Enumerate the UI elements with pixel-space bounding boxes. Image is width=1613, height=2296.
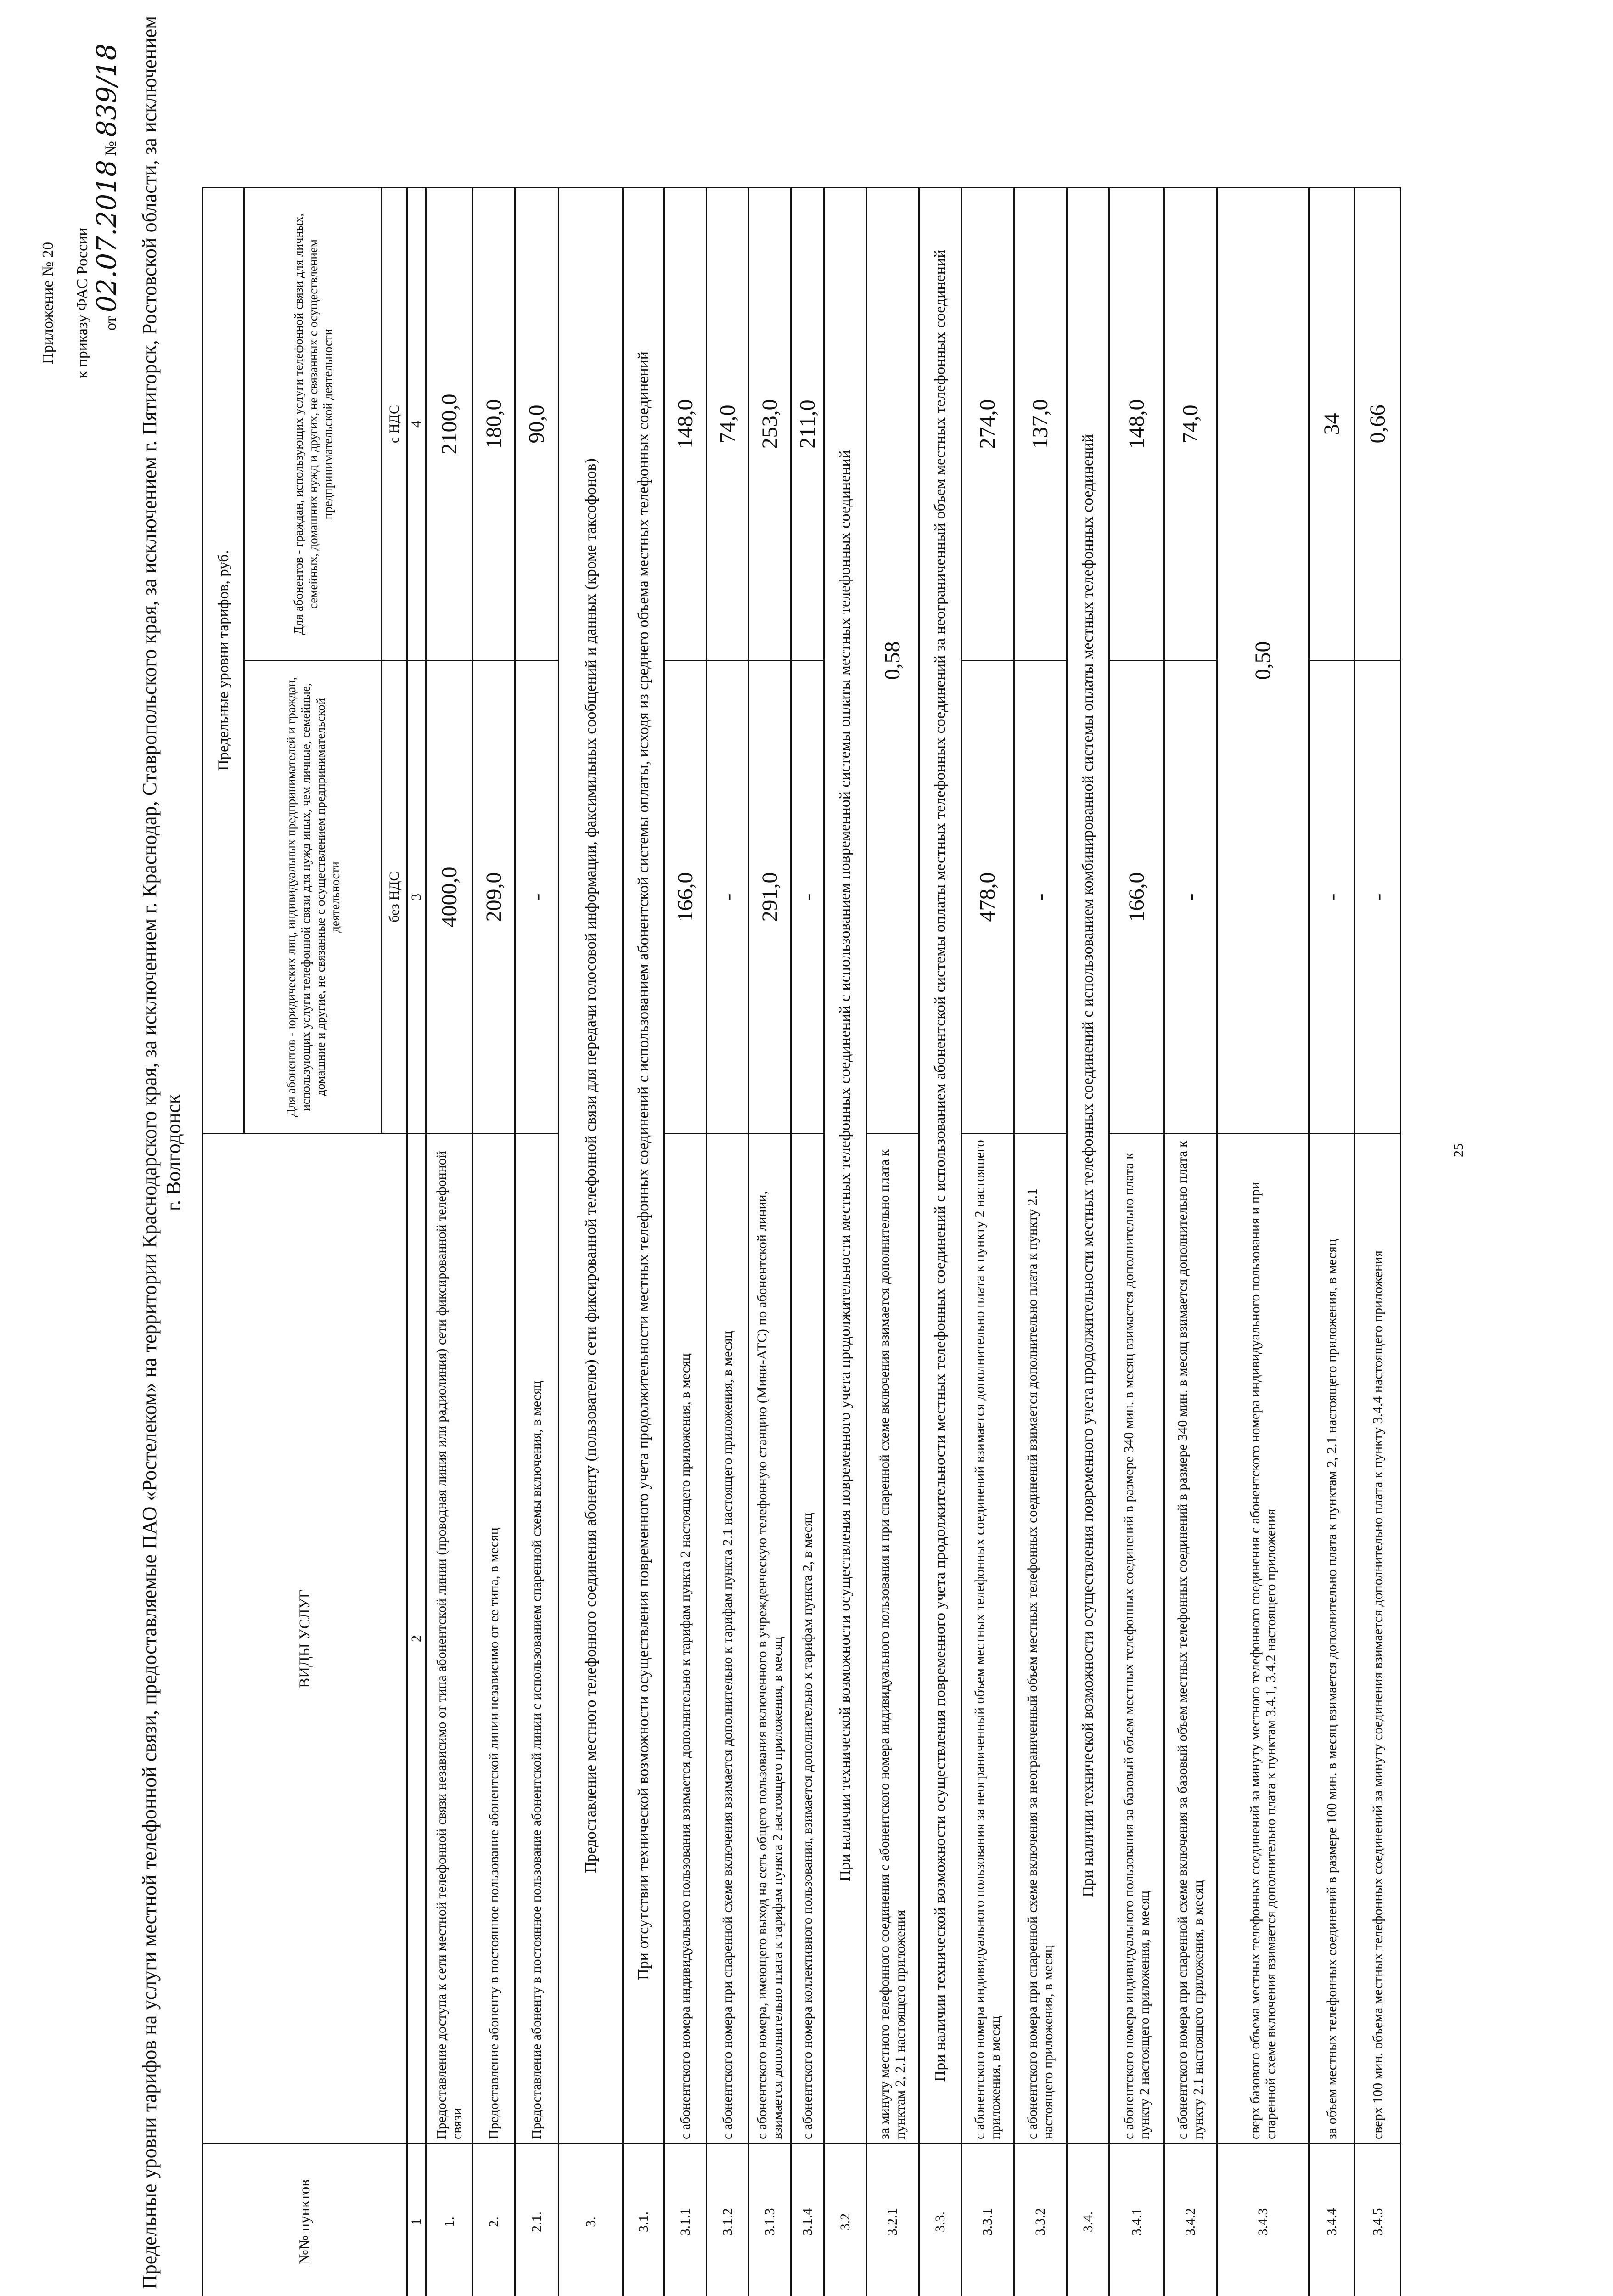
sub-b-header: с НДС — [382, 188, 407, 661]
value-with-vat: 148,0 — [664, 188, 707, 661]
row-number: 3.1.4 — [791, 2144, 824, 2296]
value-with-vat: 0,66 — [1355, 188, 1401, 661]
group-b-header: Для абонентов - граждан, использующих услуги телефонной связи для личных, семейных, домашних нужд и других, не связанных с осуществлением предпринимательской деятельности — [244, 188, 382, 661]
section-title: При отсутствии технической возможности осуществления повременного учета продолжительности местных телефонных соединений с использованием абонентской системы оплаты, исходя из среднего объема местных телефонных соединений — [623, 188, 664, 2144]
section-row — [559, 188, 623, 2296]
value-with-vat: 211,0 — [791, 188, 824, 661]
row-number: 1. — [426, 2144, 473, 2296]
handwritten-date: 02.07.2018 — [91, 159, 122, 313]
row-service: с абонентского номера индивидуального пользования за базовый объем местных телефонных соединений в размере 340 мин. в месяц взимается дополнительно плата к пункту 2 настоящего приложения, в месяц — [1109, 1134, 1164, 2144]
section-row — [623, 188, 664, 2296]
row-number: 3.4.1 — [1109, 2144, 1164, 2296]
section-title: При наличии технической возможности осуществления повременного учета продолжительности местных телефонных соединений с использованием повременной системы оплаты местных телефонных соединений — [824, 188, 866, 2144]
group-a-header: Для абонентов - юридических лиц, индивидуальных предпринимателей и граждан, использующих услуги телефонной связи для нужд иных, чем личные, семейные, домашние и другие, не связанные с осуществлением предпринимательской деятельности — [244, 661, 382, 1134]
row-number: 3. — [559, 2144, 623, 2296]
row-number: 3.3.1 — [961, 2144, 1014, 2296]
col-num-header: №№ пунктов — [203, 2144, 407, 2296]
value-no-vat: 4000,0 — [426, 661, 473, 1134]
row-number: 3.1.1 — [664, 2144, 707, 2296]
row-number: 3.1.2 — [707, 2144, 749, 2296]
value-no-vat: - — [1355, 661, 1401, 1134]
row-service: с абонентского номера при спаренной схеме включения за неограниченный объем местных телефонных соединений взимается дополнительно плата к пункту 2.1 настоящего приложения, в месяц — [1014, 1134, 1067, 2144]
row-number: 3.2.1 — [866, 2144, 919, 2296]
value-with-vat: 2100,0 — [426, 188, 473, 661]
tariff-table — [202, 187, 1401, 2296]
row-number: 3.4.5 — [1355, 2144, 1401, 2296]
value-no-vat: - — [791, 661, 824, 1134]
value-no-vat: 291,0 — [749, 661, 791, 1134]
row-number: 3.2 — [824, 2144, 866, 2296]
value-no-vat: - — [1014, 661, 1067, 1134]
value-merged: 0,58 — [866, 188, 919, 1134]
row-number: 3.1. — [623, 2144, 664, 2296]
row-service: с абонентского номера коллективного пользования, взимается дополнительно к тарифам пункта 2, в месяц — [791, 1134, 824, 2144]
value-merged: 0,50 — [1217, 188, 1309, 1134]
handwritten-order-number: 839/18 — [91, 43, 122, 137]
value-no-vat: 166,0 — [1109, 661, 1164, 1134]
section-row — [1067, 188, 1109, 2296]
row-service: с абонентского номера, имеющего выход на сеть общего пользования включенного в учрежденческую телефонную станцию (Мини-АТС) по абонентской линии, взимается дополнительно плата к тарифам пункта 2 настоящего приложения, в месяц — [749, 1134, 791, 2144]
table-row — [1109, 188, 1164, 2296]
value-no-vat: 478,0 — [961, 661, 1014, 1134]
section-title: При наличии технической возможности осуществления повременного учета продолжительности местных телефонных соединений с использованием комбинированной системы оплаты местных телефонных соединений — [1067, 188, 1109, 2144]
row-number: 3.1.3 — [749, 2144, 791, 2296]
value-no-vat: 166,0 — [664, 661, 707, 1134]
table-row — [1355, 188, 1401, 2296]
value-no-vat: - — [1164, 661, 1217, 1134]
page-number: 25 — [1451, 1143, 1466, 1157]
col-service-header: ВИДЫ УСЛУГ — [203, 1134, 407, 2144]
table-row — [664, 188, 707, 2296]
row-service: за минуту местного телефонного соединения с абонентского номера индивидуального пользования и при спаренной схеме включения взимается дополнительно плата к пунктам 2, 2.1 настоящего приложения — [866, 1134, 919, 2144]
table-row — [1309, 188, 1355, 2296]
row-service: за объем местных телефонных соединений в размере 100 мин. в месяц взимается дополнительно плата к пунктам 2, 2.1 настоящего приложения, в месяц — [1309, 1134, 1355, 2144]
row-service: с абонентского номера индивидуального пользования взимается дополнительно к тарифам пункта 2 настоящего приложения, в месяц — [664, 1134, 707, 2144]
col-limits-header: Предельные уровни тарифов, руб. — [203, 188, 244, 1134]
order-date-number — [91, 9, 122, 331]
table-row — [473, 188, 515, 2296]
row-number: 2.1. — [515, 2144, 559, 2296]
table-row — [515, 188, 559, 2296]
value-with-vat: 34 — [1309, 188, 1355, 661]
row-number: 3.4.3 — [1217, 2144, 1309, 2296]
section-row — [919, 188, 961, 2296]
table-row — [961, 188, 1014, 2296]
value-with-vat: 274,0 — [961, 188, 1014, 661]
row-number: 3.3.2 — [1014, 2144, 1067, 2296]
table-row — [707, 188, 749, 2296]
table-row — [1014, 188, 1067, 2296]
number-label: № — [102, 141, 119, 156]
row-service: Предоставление абоненту в постоянное пользование абонентской линии независимо от ее типа, в месяц — [473, 1134, 515, 2144]
value-with-vat: 148,0 — [1109, 188, 1164, 661]
row-service: сверх базового объема местных телефонных соединений за минуту местного телефонного соединения с абонентского номера индивидуального пользования и при спаренной схеме включения взимается дополнительно плата к пунктам 3.4.1, 3.4.2 настоящего приложения — [1217, 1134, 1309, 2144]
row-service: с абонентского номера индивидуального пользования за неограниченный объем местных телефонных соединений взимается дополнительно плата к пункту 2 настоящего приложения, в месяц — [961, 1134, 1014, 2144]
colnum-2: 2 — [407, 1134, 426, 2144]
section-title: При наличии технической возможности осуществления повременного учета продолжительности местных телефонных соединений с использованием абонентской системы оплаты местных телефонных соединений за неограниченный объем местных телефонных соединений — [919, 188, 961, 2144]
section-title: Предоставление местного телефонного соединения абоненту (пользователю) сети фиксированной телефонной связи для передачи голосовой информации, факсимильных сообщений и данных (кроме таксофонов) — [559, 188, 623, 2144]
row-number: 3.4.4 — [1309, 2144, 1355, 2296]
from-label: от — [102, 316, 119, 331]
document-title: Предельные уровни тарифов на услуги местной телефонной связи, предоставляемые ПАО «Ростелеком» на территории Краснодарского края, за исключением г. Краснодар, Ставропольского края, за исключением г. Пятигорск, Ростовской области, за исключением г. Волгодонск — [138, 16, 185, 2289]
value-with-vat: 137,0 — [1014, 188, 1067, 661]
colnum-3: 3 — [407, 661, 426, 1134]
row-service: Предоставление доступа к сети местной телефонной связи независимо от типа абонентской линии (проводная линия или радиолиния) сети фиксированной телефонной связи — [426, 1134, 473, 2144]
table-row — [749, 188, 791, 2296]
value-no-vat: - — [515, 661, 559, 1134]
table-row — [866, 188, 919, 2296]
row-number: 3.4.2 — [1164, 2144, 1217, 2296]
table-row — [1217, 188, 1309, 2296]
row-service: сверх 100 мин. объема местных телефонных соединений за минуту соединения взимается дополнительно плата к пункту 3.4.4 настоящего приложения — [1355, 1134, 1401, 2144]
row-number: 3.4. — [1067, 2144, 1109, 2296]
value-no-vat: - — [707, 661, 749, 1134]
value-with-vat: 253,0 — [749, 188, 791, 661]
row-service: Предоставление абоненту в постоянное пользование абонентской линии с использованием спаренной схемы включения, в месяц — [515, 1134, 559, 2144]
appendix-label: Приложение № 20 — [39, 242, 56, 364]
row-number: 3.3. — [919, 2144, 961, 2296]
value-no-vat: 209,0 — [473, 661, 515, 1134]
section-row — [824, 188, 866, 2296]
colnum-4: 4 — [407, 188, 426, 661]
table-row — [426, 188, 473, 2296]
sub-a-header: без НДС — [382, 661, 407, 1134]
row-service: с абонентского номера при спаренной схеме включения за базовый объем местных телефонных соединений в размере 340 мин. в месяц взимается дополнительно плата к пункту 2.1 настоящего приложения, в месяц — [1164, 1134, 1217, 2144]
value-with-vat: 74,0 — [1164, 188, 1217, 661]
table-row — [791, 188, 824, 2296]
value-with-vat: 90,0 — [515, 188, 559, 661]
colnum-1: 1 — [407, 2144, 426, 2296]
order-label: к приказу ФАС России — [74, 227, 91, 379]
row-service: с абонентского номера при спаренной схеме включения взимается дополнительно к тарифам пункта 2.1 настоящего приложения, в месяц — [707, 1134, 749, 2144]
value-with-vat: 74,0 — [707, 188, 749, 661]
row-number: 2. — [473, 2144, 515, 2296]
value-with-vat: 180,0 — [473, 188, 515, 661]
table-row — [1164, 188, 1217, 2296]
value-no-vat: - — [1309, 661, 1355, 1134]
